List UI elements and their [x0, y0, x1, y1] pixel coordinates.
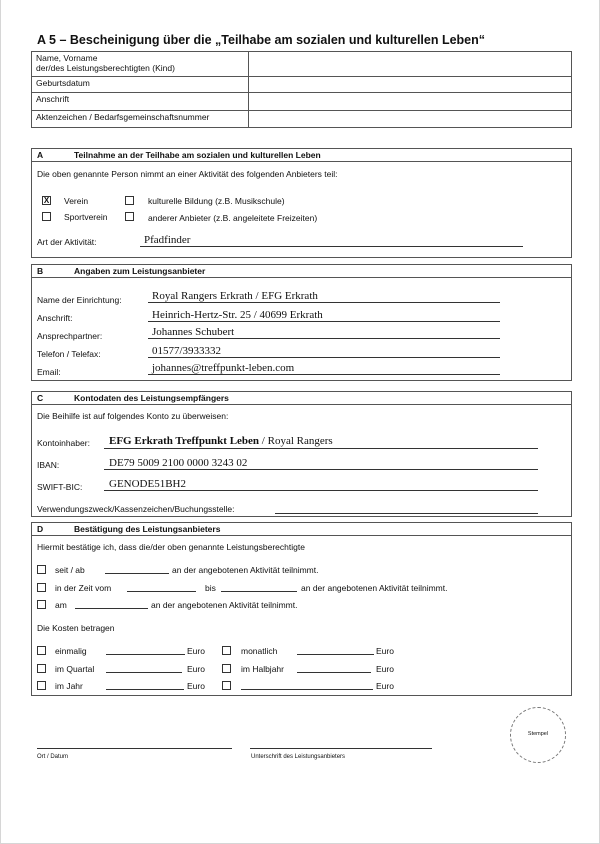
address-label: Anschrift	[32, 93, 249, 111]
costs-label: Die Kosten betragen	[37, 623, 115, 633]
quarter-euro: Euro	[187, 664, 205, 674]
section-a	[31, 148, 572, 258]
stamp-area	[510, 707, 566, 763]
name-field[interactable]	[249, 52, 572, 77]
iban-line	[104, 469, 538, 470]
table-row	[32, 52, 572, 77]
place-date-label: Ort / Datum	[37, 754, 69, 760]
section-a-intro: Die oben genannte Person nimmt an einer Aktivität des folgenden Anbieters teil:	[37, 169, 338, 179]
account-holder-value[interactable]	[109, 435, 333, 447]
since-suffix: an der angebotenen Aktivität teilnimmt.	[172, 565, 319, 575]
one-time-label: einmalig	[55, 646, 87, 656]
kultur-checkbox[interactable]	[125, 196, 134, 205]
iban-label: IBAN:	[37, 460, 60, 470]
contact-label: Ansprechpartner:	[37, 331, 103, 341]
section-d-heading: Bestätigung des Leistungsanbieters	[74, 524, 221, 534]
phone-line	[148, 357, 500, 358]
monthly-line[interactable]	[297, 654, 374, 655]
iban-value[interactable]: DE79 5009 2100 0000 3243 02	[109, 457, 248, 469]
since-date-line[interactable]	[105, 573, 169, 574]
other-period-checkbox[interactable]	[222, 681, 231, 690]
year-euro: Euro	[187, 681, 205, 691]
section-d	[31, 522, 572, 696]
one-time-line[interactable]	[106, 654, 185, 655]
file-number-label: Aktenzeichen / Bedarfsgemeinschaftsnummer	[32, 111, 249, 128]
half-year-euro: Euro	[376, 664, 394, 674]
other-period-euro: Euro	[376, 681, 394, 691]
bic-value[interactable]: GENODE51BH2	[109, 478, 186, 490]
period-mid: bis	[205, 583, 216, 593]
quarter-checkbox[interactable]	[37, 664, 46, 673]
half-year-label: im Halbjahr	[241, 664, 284, 674]
verein-checkbox[interactable]: X	[43, 196, 50, 205]
year-label: im Jahr	[55, 681, 83, 691]
section-c	[31, 391, 572, 517]
purpose-line[interactable]	[275, 513, 538, 514]
signature-label: Unterschrift des Leistungsanbieters	[251, 754, 346, 760]
half-year-checkbox[interactable]	[222, 664, 231, 673]
sportverein-label: Sportverein	[64, 212, 108, 222]
quarter-line[interactable]	[106, 672, 182, 673]
monthly-checkbox[interactable]	[222, 646, 231, 655]
on-date-line[interactable]	[75, 608, 148, 609]
bic-label: SWIFT-BIC:	[37, 482, 83, 492]
kultur-label: kulturelle Bildung (z.B. Musikschule)	[148, 196, 285, 206]
other-period-line[interactable]	[241, 689, 373, 690]
institution-label: Name der Einrichtung:	[37, 295, 122, 305]
email-line	[148, 374, 500, 375]
table-row	[32, 111, 572, 128]
beneficiary-table	[31, 51, 572, 128]
section-c-heading: Kontodaten des Leistungsempfängers	[74, 393, 229, 403]
account-holder-bold: EFG Erkrath Treffpunkt Leben	[109, 435, 260, 447]
file-number-field[interactable]	[249, 111, 572, 128]
year-checkbox[interactable]	[37, 681, 46, 690]
purpose-label: Verwendungszweck/Kassenzeichen/Buchungsstelle:	[37, 504, 235, 514]
institution-value[interactable]: Royal Rangers Erkrath / EFG Erkrath	[152, 290, 318, 302]
section-a-heading: Teilnahme an der Teilhabe am sozialen und kulturellen Leben	[74, 150, 321, 160]
year-line[interactable]	[106, 689, 184, 690]
stamp-label: Stempel	[527, 731, 549, 737]
form-title: A 5 – Bescheinigung über die „Teilhabe am sozialen und kulturellen Leben“	[37, 33, 486, 47]
half-year-line[interactable]	[297, 672, 371, 673]
birthdate-label: Geburtsdatum	[32, 77, 249, 93]
anderer-label: anderer Anbieter (z.B. angeleitete Freizeiten)	[148, 213, 318, 223]
provider-address-line	[148, 321, 500, 322]
activity-value[interactable]: Pfadfinder	[144, 234, 191, 246]
section-b-header	[32, 265, 571, 278]
anderer-checkbox[interactable]	[125, 212, 134, 221]
period-suffix: an der angebotenen Aktivität teilnimmt.	[301, 583, 448, 593]
section-d-header	[32, 523, 571, 536]
period-to-line[interactable]	[221, 591, 297, 592]
table-row	[32, 77, 572, 93]
monthly-label: monatlich	[241, 646, 278, 656]
section-c-header	[32, 392, 571, 405]
account-holder-label: Kontoinhaber:	[37, 438, 90, 448]
section-b	[31, 264, 572, 381]
period-prefix: in der Zeit vom	[55, 583, 112, 593]
phone-value[interactable]: 01577/3933332	[152, 345, 222, 357]
email-label: Email:	[37, 367, 61, 377]
quarter-label: im Quartal	[55, 664, 95, 674]
name-label: Name, Vorname der/des Leistungsberechtigten (Kind)	[32, 52, 249, 77]
one-time-euro: Euro	[187, 646, 205, 656]
sportverein-checkbox[interactable]	[42, 212, 51, 221]
one-time-checkbox[interactable]	[37, 646, 46, 655]
since-checkbox[interactable]	[37, 565, 46, 574]
account-holder-rest: / Royal Rangers	[261, 435, 333, 447]
section-d-intro: Hiermit bestätige ich, dass die/der oben genannte Leistungsberechtigte	[37, 542, 305, 552]
provider-address-label: Anschrift:	[37, 313, 73, 323]
phone-label: Telefon / Telefax:	[37, 349, 101, 359]
on-date-suffix: an der angebotenen Aktivität teilnimmt.	[151, 600, 298, 610]
birthdate-field[interactable]	[249, 77, 572, 93]
on-date-prefix: am	[55, 600, 67, 610]
section-b-letter: B	[37, 266, 44, 276]
table-row	[32, 93, 572, 111]
section-c-letter: C	[37, 393, 44, 403]
verein-label: Verein	[64, 196, 89, 206]
institution-line	[148, 302, 500, 303]
contact-line	[148, 338, 500, 339]
section-b-heading: Angaben zum Leistungsanbieter	[74, 266, 206, 276]
address-field[interactable]	[249, 93, 572, 111]
since-prefix: seit / ab	[55, 565, 85, 575]
section-a-letter: A	[37, 150, 44, 160]
section-c-intro: Die Beihilfe ist auf folgendes Konto zu überweisen:	[37, 411, 229, 421]
provider-address-value[interactable]: Heinrich-Hertz-Str. 25 / 40699 Erkrath	[152, 309, 323, 321]
account-holder-line	[104, 448, 538, 449]
bic-line	[104, 490, 538, 491]
on-date-checkbox[interactable]	[37, 600, 46, 609]
email-value[interactable]: johannes@treffpunkt-leben.com	[152, 362, 295, 374]
section-a-header	[32, 149, 571, 162]
monthly-euro: Euro	[376, 646, 394, 656]
section-d-letter: D	[37, 524, 44, 534]
activity-label: Art der Aktivität:	[37, 237, 97, 247]
signature-line[interactable]	[250, 748, 432, 749]
contact-value[interactable]: Johannes Schubert	[152, 326, 235, 338]
activity-line	[140, 246, 523, 247]
period-checkbox[interactable]	[37, 583, 46, 592]
place-date-line[interactable]	[37, 748, 232, 749]
period-from-line[interactable]	[127, 591, 196, 592]
